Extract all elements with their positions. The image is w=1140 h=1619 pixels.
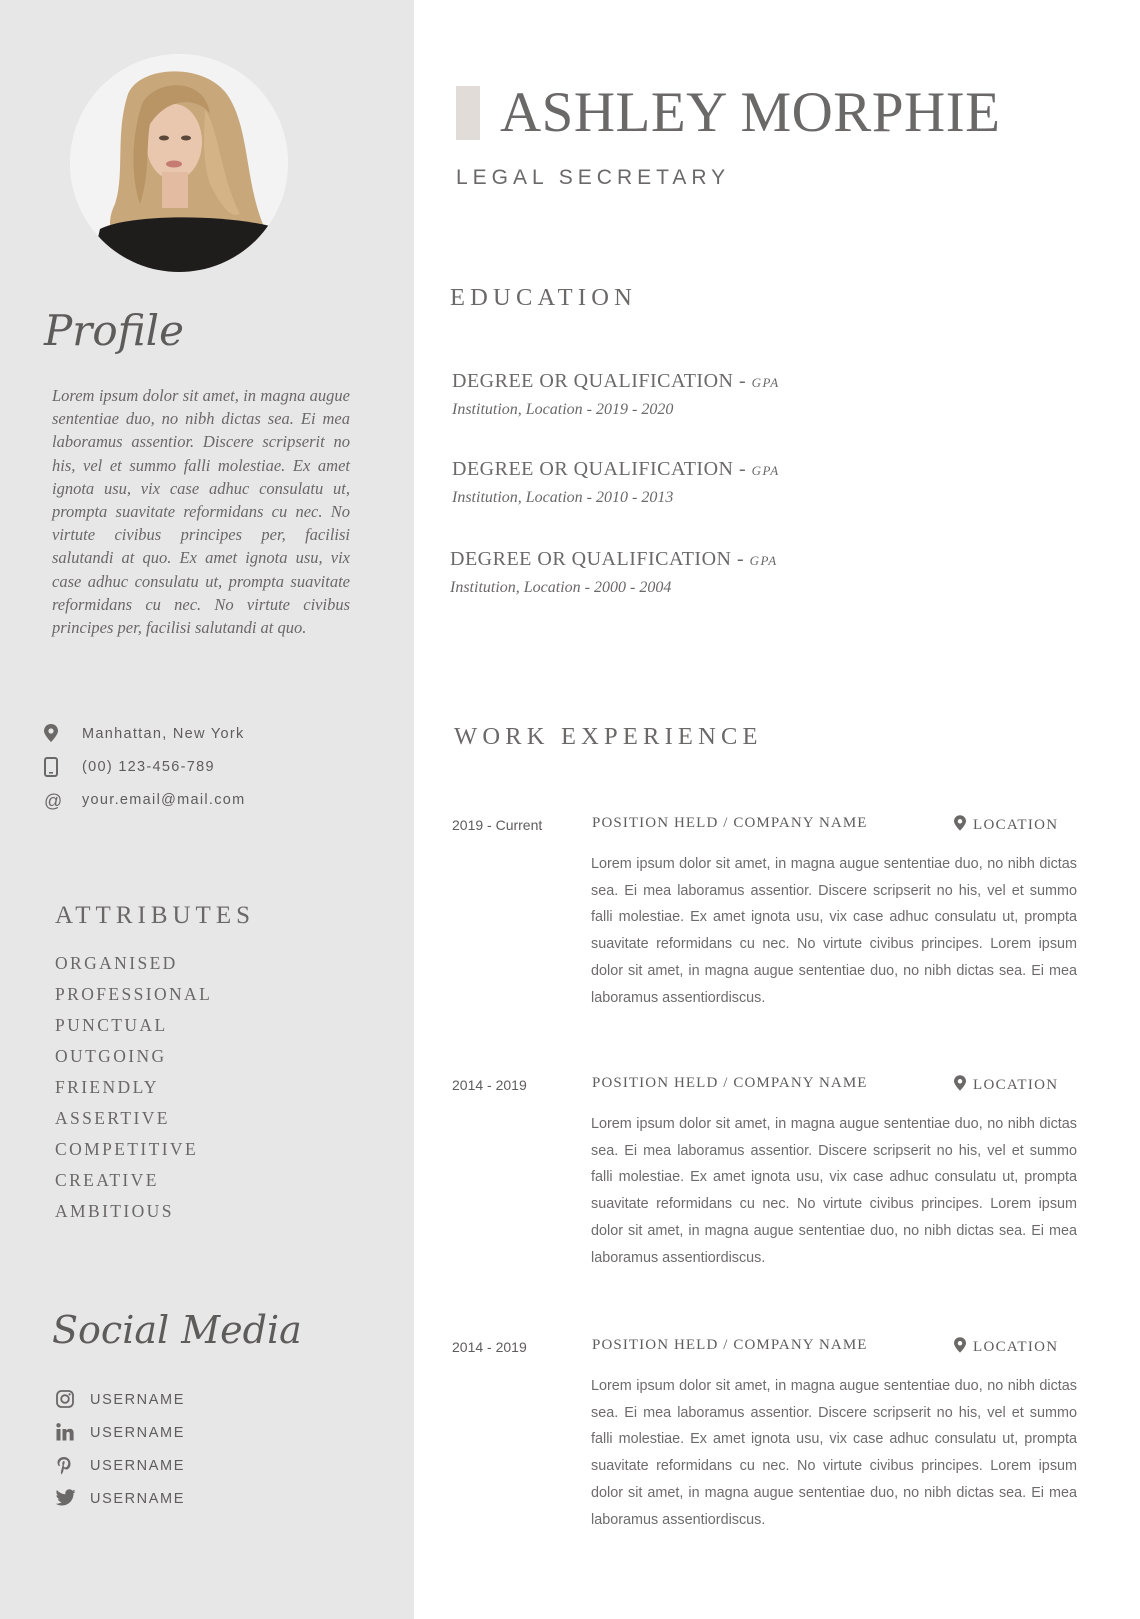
location-text: LOCATION	[973, 1077, 1059, 1093]
work-description: Lorem ipsum dolor sit amet, in magna augue sententiae duo, no nibh dictas sea. Ei mea laboramus assentior. Discere scripserit no his, vel et summo falli molestiae. Ex amet ignota usu, vix case adhuc consulatu ut, prompta suavitate reformidans cu nec. No virtute civibus principes. Lorem ipsum dolor sit amet, in magna augue sententiae duo, no nibh dictas sea. Ei mea laboramus assentiordiscus.	[591, 856, 1077, 1006]
degree-text: DEGREE OR QUALIFICATION -	[450, 548, 750, 570]
contact-phone	[44, 759, 384, 792]
work-location	[954, 1075, 1058, 1094]
social-username: USERNAME	[90, 1425, 185, 1441]
work-dates: 2019 - Current	[452, 817, 543, 833]
contact-location-text: Manhattan, New York	[82, 726, 245, 742]
phone-icon	[44, 757, 64, 777]
gpa-text: GPA	[751, 375, 780, 390]
attribute-item: ORGANISED	[55, 953, 178, 973]
contact-list	[44, 726, 384, 825]
instagram-icon	[56, 1390, 76, 1410]
work-description: Lorem ipsum dolor sit amet, in magna augue sententiae duo, no nibh dictas sea. Ei mea laboramus assentior. Discere scripserit no his, vel et summo falli molestiae. Ex amet ignota usu, vix case adhuc consulatu ut, prompta suavitate reformidans cu nec. No virtute civibus principes. Lorem ipsum dolor sit amet, in magna augue sententiae duo, no nibh dictas sea. Ei mea laboramus assentiordiscus.	[591, 1116, 1077, 1266]
attribute-item: PROFESSIONAL	[55, 984, 213, 1004]
contact-phone-text: (00) 123-456-789	[82, 759, 215, 775]
work-location	[954, 815, 1058, 834]
map-pin-icon	[44, 724, 64, 744]
degree-line	[450, 548, 1050, 571]
social-username: USERNAME	[90, 1491, 185, 1507]
attribute-item: FRIENDLY	[55, 1077, 159, 1097]
pinterest-icon	[56, 1456, 76, 1476]
location-text: LOCATION	[973, 817, 1059, 833]
degree-line	[452, 458, 1052, 481]
position-title: POSITION HELD / COMPANY NAME	[592, 1337, 868, 1353]
contact-location	[44, 726, 384, 759]
sidebar	[0, 0, 414, 1619]
attributes-heading: ATTRIBUTES	[55, 902, 255, 929]
work-location	[954, 1337, 1058, 1356]
work-dates: 2014 - 2019	[452, 1077, 527, 1093]
attribute-item: OUTGOING	[55, 1046, 167, 1066]
social-twitter[interactable]	[56, 1491, 376, 1524]
profile-text: Lorem ipsum dolor sit amet, in magna augue sententiae duo, no nibh dictas sea. Ei mea laboramus assentior. Discere scripserit no his, vel et summo falli molestiae. Ex amet ignota usu, vix case adhuc consulatu ut, prompta suavitate reformidans cu nec. No virtute civibus principes per, facilisi salutandi at quo. Ex amet ignota usu, vix case adhuc consulatu ut, prompta suavitate reformidans cu nec. No virtute civibus principes per, facilisi salutandi at quo.	[52, 386, 350, 638]
candidate-name: ASHLEY MORPHIE	[500, 81, 1001, 144]
degree-text: DEGREE OR QUALIFICATION -	[452, 370, 752, 392]
map-pin-icon	[954, 815, 966, 831]
education-item	[450, 548, 1050, 597]
work-description: Lorem ipsum dolor sit amet, in magna augue sententiae duo, no nibh dictas sea. Ei mea laboramus assentior. Discere scripserit no his, vel et summo falli molestiae. Ex amet ignota usu, vix case adhuc consulatu ut, prompta suavitate reformidans cu nec. No virtute civibus principes. Lorem ipsum dolor sit amet, in magna augue sententiae duo, no nibh dictas sea. Ei mea laboramus assentiordiscus.	[591, 1378, 1077, 1528]
attribute-item: PUNCTUAL	[55, 1015, 168, 1035]
social-media-heading: Social Media	[52, 1308, 302, 1352]
position-title: POSITION HELD / COMPANY NAME	[592, 1075, 868, 1091]
position-title: POSITION HELD / COMPANY NAME	[592, 815, 868, 831]
contact-email	[44, 792, 384, 825]
education-item	[452, 458, 1052, 507]
social-list	[56, 1392, 376, 1524]
contact-email-text: your.email@mail.com	[82, 792, 246, 808]
degree-text: DEGREE OR QUALIFICATION -	[452, 458, 752, 480]
attribute-item: AMBITIOUS	[55, 1201, 174, 1221]
education-heading: EDUCATION	[450, 284, 637, 311]
social-pinterest[interactable]	[56, 1458, 376, 1491]
attribute-item: ASSERTIVE	[55, 1108, 170, 1128]
profile-heading: Profile	[44, 306, 184, 355]
name-accent-bar	[456, 86, 480, 140]
institution-text: Institution, Location - 2010 - 2013	[452, 489, 674, 506]
social-username: USERNAME	[90, 1458, 185, 1474]
at-icon: @	[44, 791, 63, 811]
linkedin-icon	[56, 1423, 76, 1443]
location-text: LOCATION	[973, 1339, 1059, 1355]
gpa-text: GPA	[751, 463, 780, 478]
work-dates: 2014 - 2019	[452, 1339, 527, 1355]
twitter-icon	[56, 1489, 76, 1509]
education-item	[452, 370, 1052, 419]
social-linkedin[interactable]	[56, 1425, 376, 1458]
attributes-list	[55, 952, 212, 1231]
map-pin-icon	[954, 1075, 966, 1091]
institution-text: Institution, Location - 2000 - 2004	[450, 579, 672, 596]
institution-text: Institution, Location - 2019 - 2020	[452, 401, 674, 418]
main-content	[414, 0, 1140, 1619]
social-instagram[interactable]	[56, 1392, 376, 1425]
attribute-item: CREATIVE	[55, 1170, 159, 1190]
degree-line	[452, 370, 1052, 393]
attribute-item: COMPETITIVE	[55, 1139, 199, 1159]
gpa-text: GPA	[749, 553, 778, 568]
map-pin-icon	[954, 1337, 966, 1353]
profile-photo	[70, 54, 288, 272]
social-username: USERNAME	[90, 1392, 185, 1408]
job-title: LEGAL SECRETARY	[456, 166, 731, 189]
work-experience-heading: WORK EXPERIENCE	[454, 723, 763, 750]
